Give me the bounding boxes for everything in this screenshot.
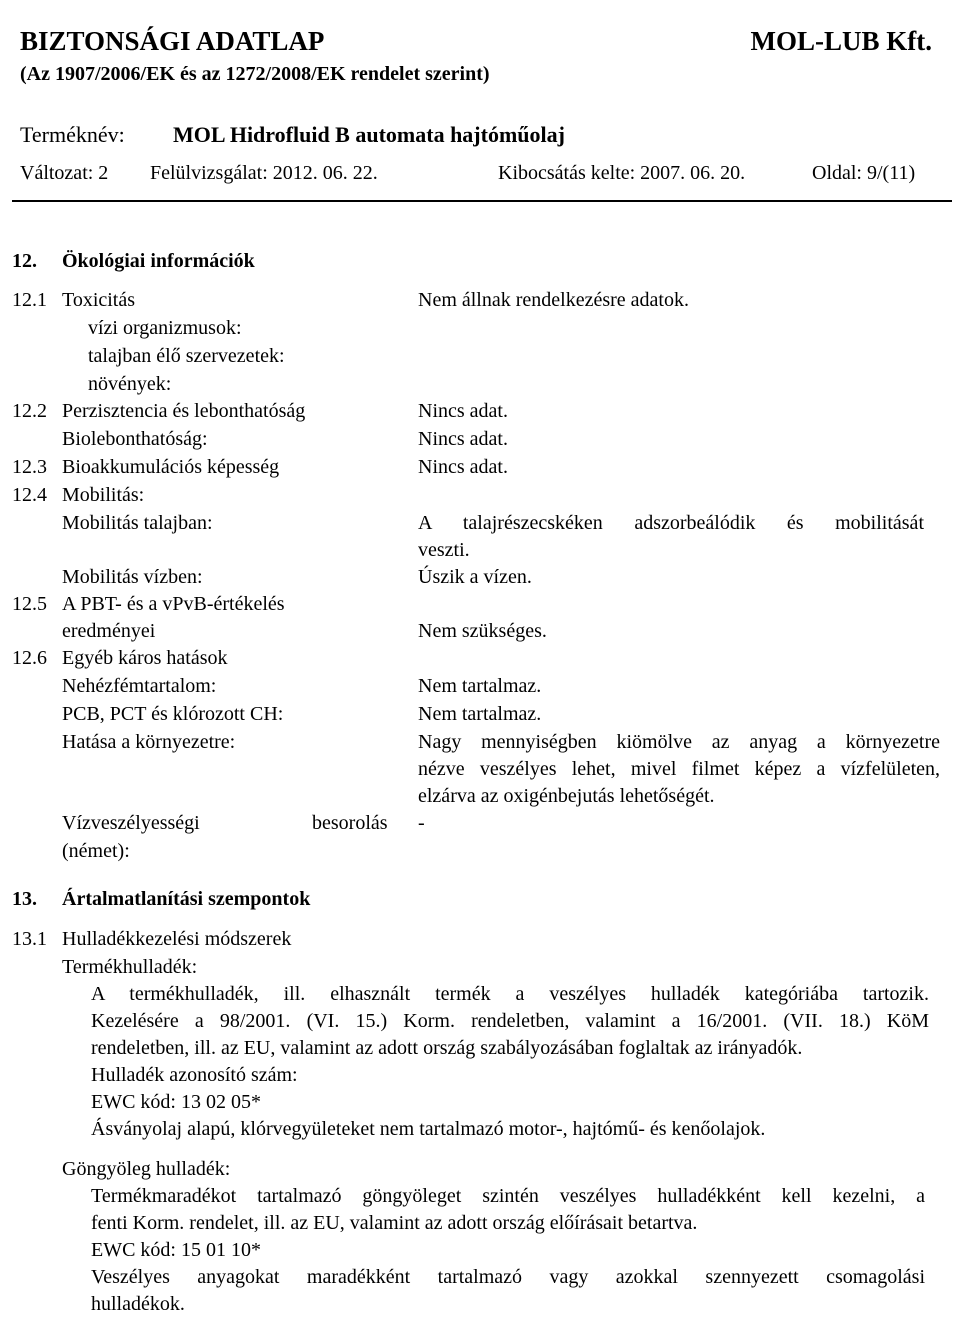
regulation-reference: (Az 1907/2006/EK és az 1272/2008/EK rendelet szerint) — [20, 63, 490, 85]
document-title: BIZTONSÁGI ADATLAP — [20, 26, 325, 56]
s12-3-number: 12.3 — [12, 456, 47, 478]
product-waste-line-1: A termékhulladék, ill. elhasznált termék a veszélyes hulladék kategóriába tartozik. — [91, 983, 929, 1005]
version: Változat: 2 — [20, 162, 109, 184]
product-waste-line-3: rendeletben, ill. az EU, valamint az adott ország szabályozásában foglaltak az irányadók. — [91, 1037, 803, 1059]
section-13-title: Ártalmatlanítási szempontok — [62, 888, 311, 910]
s12-1-label: Toxicitás — [62, 289, 136, 311]
mobility-soil-label: Mobilitás talajban: — [62, 512, 213, 534]
packaging-waste-ewc: EWC kód: 15 01 10* — [91, 1239, 261, 1261]
soil-organisms-label: talajban élő szervezetek: — [88, 345, 285, 367]
aquatic-organisms-label: vízi organizmusok: — [88, 317, 242, 339]
section-12-title: Ökológiai információk — [62, 250, 255, 272]
s12-3-label: Bioakkumulációs képesség — [62, 456, 280, 478]
company-name: MOL-LUB Kft. — [750, 26, 932, 56]
packaging-waste-line-4: hulladékok. — [91, 1293, 185, 1315]
water-hazard-label-line-2: (német): — [62, 840, 130, 862]
header-divider — [12, 200, 952, 202]
mobility-soil-value-line-2: veszti. — [418, 539, 470, 561]
product-waste-description: Ásványolaj alapú, klórvegyületeket nem tartalmazó motor-, hajtómű- és kenőolajok. — [91, 1118, 766, 1140]
packaging-waste-line-2: fenti Korm. rendelet, ill. az EU, valamint az adott ország előírásait betartva. — [91, 1212, 698, 1234]
s13-1-number: 13.1 — [12, 928, 47, 950]
s12-3-value: Nincs adat. — [418, 456, 508, 478]
product-name: MOL Hidrofluid B automata hajtóműolaj — [173, 122, 565, 147]
s12-5-number: 12.5 — [12, 593, 47, 615]
water-hazard-value: - — [418, 812, 425, 834]
water-hazard-label-line-1b: besorolás — [312, 812, 388, 834]
s12-4-number: 12.4 — [12, 484, 47, 506]
heavy-metals-label: Nehézfémtartalom: — [62, 675, 217, 697]
product-waste-ewc: EWC kód: 13 02 05* — [91, 1091, 261, 1113]
product-name-label: Terméknév: — [20, 122, 125, 147]
s12-2-label: Perzisztencia és lebonthatóság — [62, 400, 306, 422]
s12-5-value: Nem szükséges. — [418, 620, 547, 642]
packaging-waste-line-3: Veszélyes anyagokat maradékként tartalmazó vagy azokkal szennyezett csomagolási — [91, 1266, 925, 1288]
mobility-water-label: Mobilitás vízben: — [62, 566, 203, 588]
heavy-metals-value: Nem tartalmaz. — [418, 675, 542, 697]
review-date: Felülvizsgálat: 2012. 06. 22. — [150, 162, 378, 184]
s12-1-value: Nem állnak rendelkezésre adatok. — [418, 289, 689, 311]
pcb-label: PCB, PCT és klórozott CH: — [62, 703, 284, 725]
section-12-number: 12. — [12, 250, 37, 272]
s12-6-label: Egyéb káros hatások — [62, 647, 228, 669]
biodegradability-label: Biolebonthatóság: — [62, 428, 208, 450]
environment-effect-line-1: Nagy mennyiségben kiömölve az anyag a környezetre — [418, 731, 940, 753]
water-hazard-label-line-1: Vízveszélyességi — [62, 812, 200, 834]
biodegradability-value: Nincs adat. — [418, 428, 508, 450]
s12-1-number: 12.1 — [12, 289, 47, 311]
s12-4-label: Mobilitás: — [62, 484, 145, 506]
product-waste-line-2: Kezelésére a 98/2001. (VI. 15.) Korm. rendeletben, valamint a 16/2001. (VII. 18.) KöM — [91, 1010, 929, 1032]
s12-2-value: Nincs adat. — [418, 400, 508, 422]
product-waste-label: Termékhulladék: — [62, 956, 198, 978]
product-waste-id-label: Hulladék azonosító szám: — [91, 1064, 298, 1086]
issue-date: Kibocsátás kelte: 2007. 06. 20. — [498, 162, 746, 184]
s12-5-label-line-2: eredményei — [62, 620, 156, 642]
mobility-soil-value-line-1: A talajrészecskéken adszorbeálódik és mobilitását — [418, 512, 924, 534]
page-number: Oldal: 9/(11) — [812, 162, 916, 184]
plants-label: növények: — [88, 373, 172, 395]
environment-effect-line-3: elzárva az oxigénbejutás lehetőségét. — [418, 785, 715, 807]
environment-effect-line-2: nézve veszélyes lehet, mivel filmet képez a vízfelületen, — [418, 758, 940, 780]
environment-effect-label: Hatása a környezetre: — [62, 731, 236, 753]
packaging-waste-label: Göngyöleg hulladék: — [62, 1158, 231, 1180]
pcb-value: Nem tartalmaz. — [418, 703, 542, 725]
s12-2-number: 12.2 — [12, 400, 47, 422]
s12-6-number: 12.6 — [12, 647, 47, 669]
section-13-number: 13. — [12, 888, 37, 910]
s12-5-label-line-1: A PBT- és a vPvB-értékelés — [62, 593, 285, 615]
s13-1-label: Hulladékkezelési módszerek — [62, 928, 292, 950]
mobility-water-value: Úszik a vízen. — [418, 566, 532, 588]
packaging-waste-line-1: Termékmaradékot tartalmazó göngyöleget szintén veszélyes hulladékként kell kezelni, a — [91, 1185, 925, 1207]
